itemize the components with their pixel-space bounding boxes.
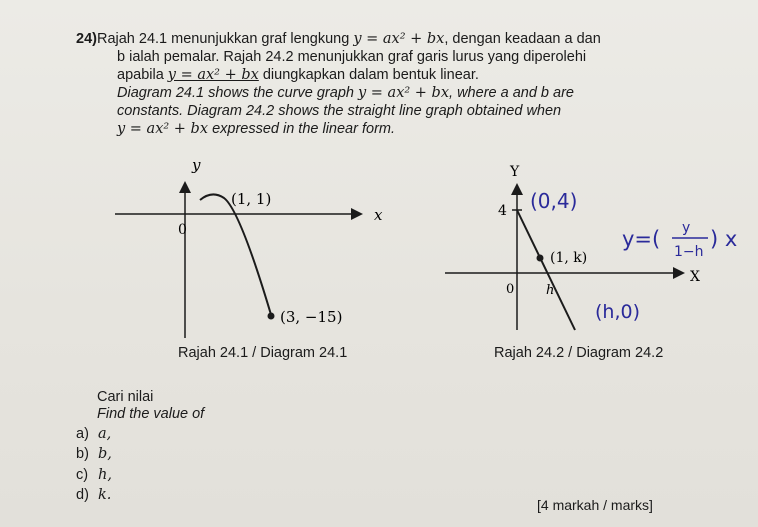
point-dot	[268, 313, 275, 320]
part-a: a) a,	[76, 426, 112, 442]
question-line-2: b ialah pemalar. Rajah 24.2 menunjukkan graf garis lurus yang diperolehi	[117, 49, 587, 65]
y-axis-label: Y	[510, 164, 520, 180]
diagram-24-1	[110, 148, 390, 353]
point-label-bottom: (3, −15)	[280, 308, 343, 326]
handwritten-formula-left: y=(	[622, 227, 661, 251]
handwritten-intercept-top: (0,4)	[530, 189, 578, 213]
origin-label: 0	[506, 282, 515, 297]
question-number: 24)	[76, 31, 97, 47]
part-c: c) h,	[76, 467, 112, 483]
part-d: d) k.	[76, 487, 112, 503]
question-line-4: Diagram 24.1 shows the curve graph y = ax² + bx, where a and b are	[117, 85, 574, 101]
handwritten-formula-den: 1−h	[674, 244, 704, 260]
point-label-top: (1, 1)	[231, 190, 272, 208]
point-dot	[537, 255, 544, 262]
handwritten-intercept-bottom: (h,0)	[595, 301, 640, 323]
straight-line	[517, 210, 575, 330]
equation: y = ax² + bx	[117, 121, 209, 137]
question-line-1: 24)Rajah 24.1 menunjukkan graf lengkung y = ax² + bx, dengan keadaan a dan	[76, 31, 601, 47]
question-line-3: apabila y = ax² + bx diungkapkan dalam bentuk linear.	[117, 67, 479, 83]
prompt-ms: Cari nilai	[97, 389, 154, 405]
diagram-24-1-caption: Rajah 24.1 / Diagram 24.1	[178, 345, 348, 361]
curve	[200, 194, 272, 318]
origin-label: 0	[178, 222, 187, 238]
x-axis-label: X	[690, 269, 700, 285]
marks-label: [4 markah / marks]	[537, 497, 653, 513]
prompt-en: Find the value of	[97, 406, 205, 422]
equation: y = ax² + bx	[167, 67, 259, 83]
equation: y = ax² + bx	[358, 85, 450, 101]
handwritten-formula-right: ) x	[710, 227, 738, 251]
y-axis-label: y	[192, 156, 201, 174]
question-line-5: constants. Diagram 24.2 shows the straight line graph obtained when	[117, 103, 562, 119]
question-line-6: y = ax² + bx expressed in the linear form.	[117, 121, 396, 137]
y-intercept-label: 4	[498, 203, 507, 219]
point-label: (1, k)	[550, 250, 588, 266]
diagram-24-2	[420, 160, 758, 350]
part-b: b) b,	[76, 446, 112, 462]
x-axis-label: x	[374, 206, 383, 224]
x-intercept-label: h	[546, 283, 555, 298]
equation: y = ax² + bx	[353, 31, 445, 47]
handwritten-formula-num: y	[682, 220, 691, 236]
diagram-24-2-caption: Rajah 24.2 / Diagram 24.2	[494, 345, 664, 361]
